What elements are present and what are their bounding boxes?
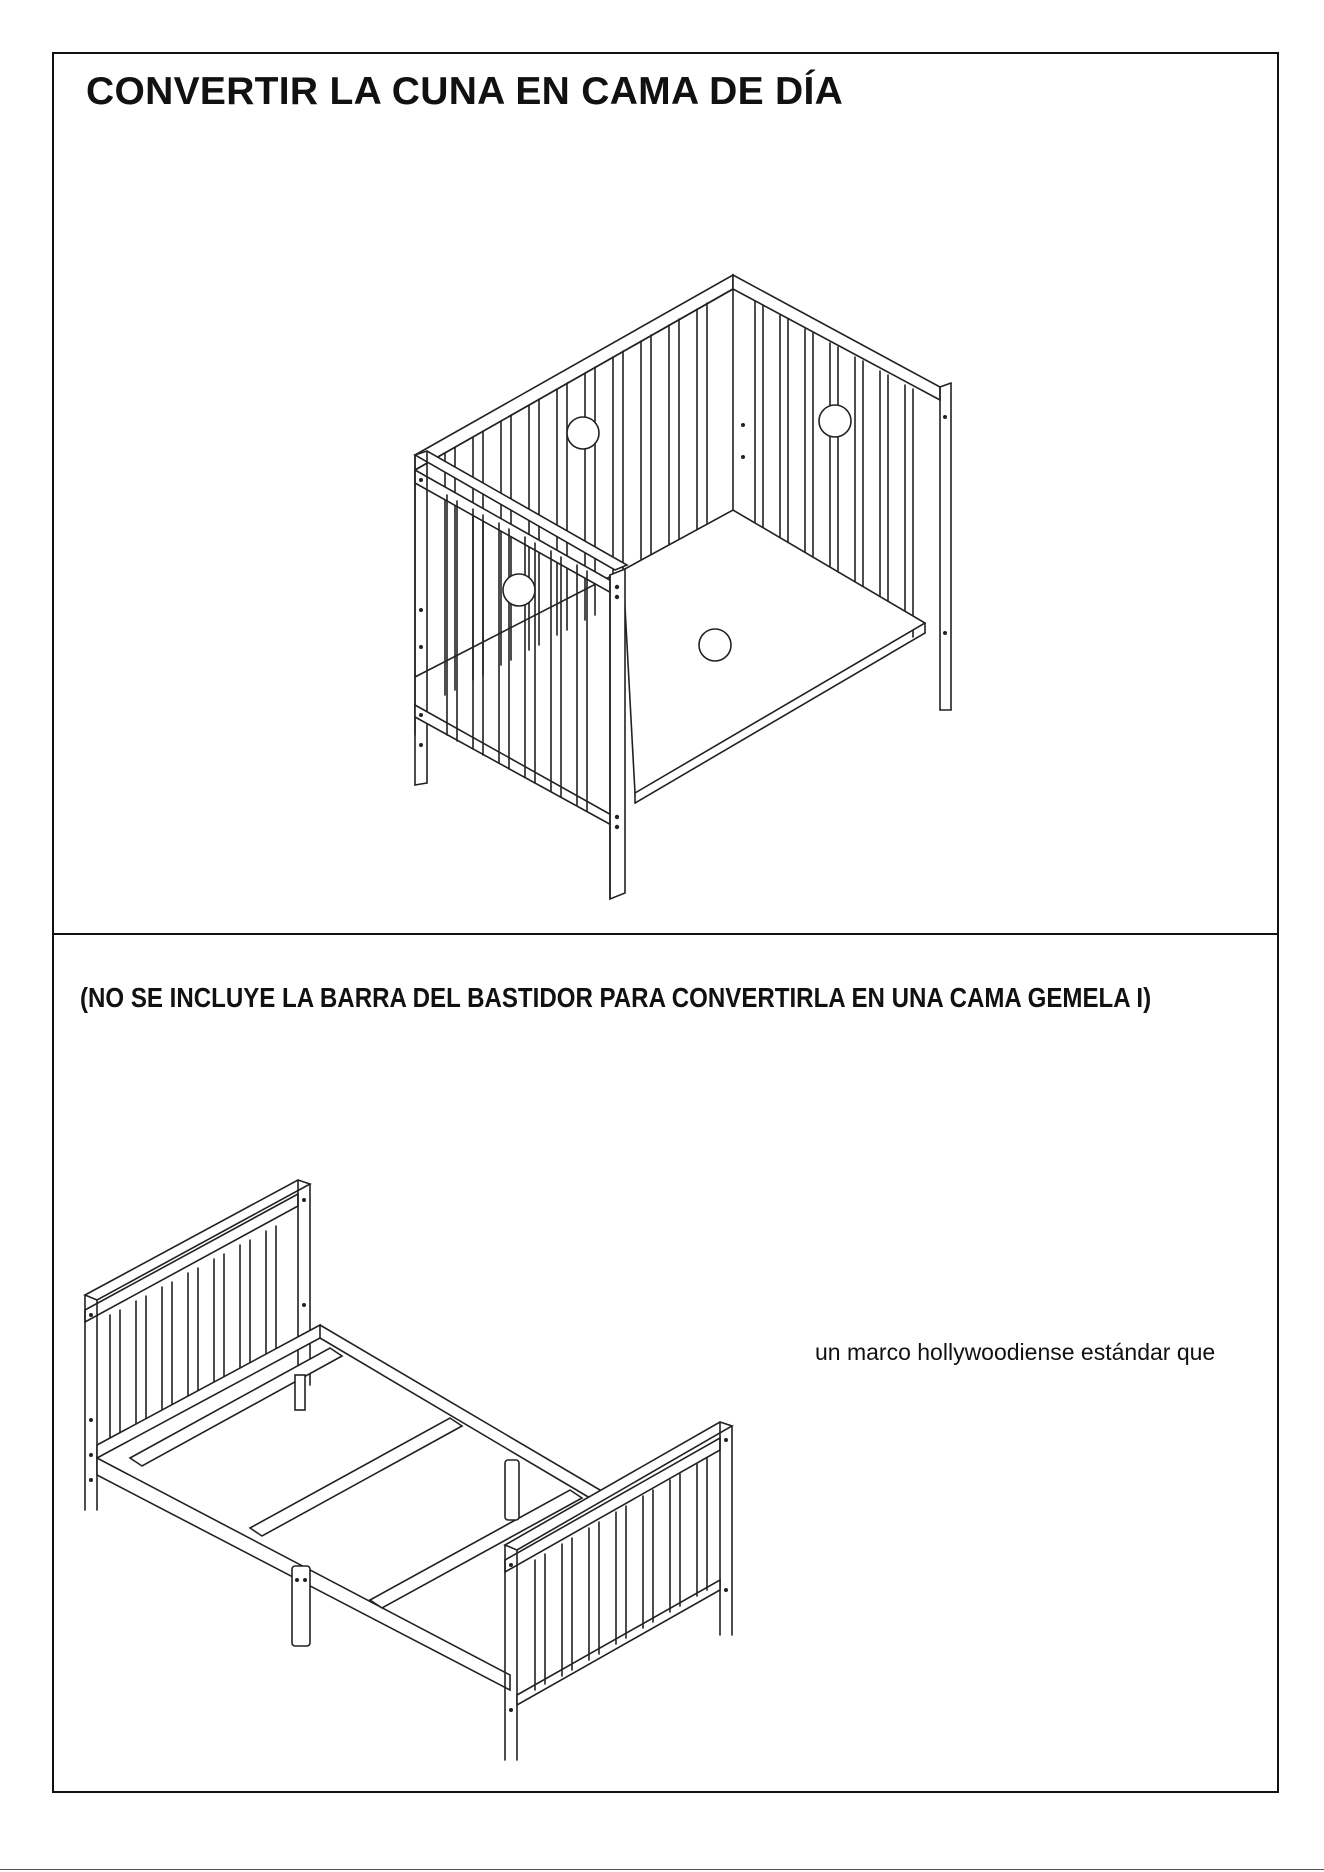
front-corner-post [610,569,625,899]
page-title: CONVERTIR LA CUNA EN CAMA DE DÍA [86,70,844,113]
support-legs [292,1375,519,1646]
exclusion-note: (NO SE INCLUYE LA BARRA DEL BASTIDOR PARA CONVERTIRLA EN UNA CAMA GEMELA I) [80,982,1152,1013]
full-bed-illustration [80,1170,760,1770]
frame-caption: un marco hollywoodiense estándar que [815,1339,1216,1365]
crib-daybed-illustration [395,265,955,905]
footboard [505,1422,732,1760]
section-divider [52,933,1279,935]
footer-rule [0,1869,1324,1870]
headboard [85,1180,310,1510]
